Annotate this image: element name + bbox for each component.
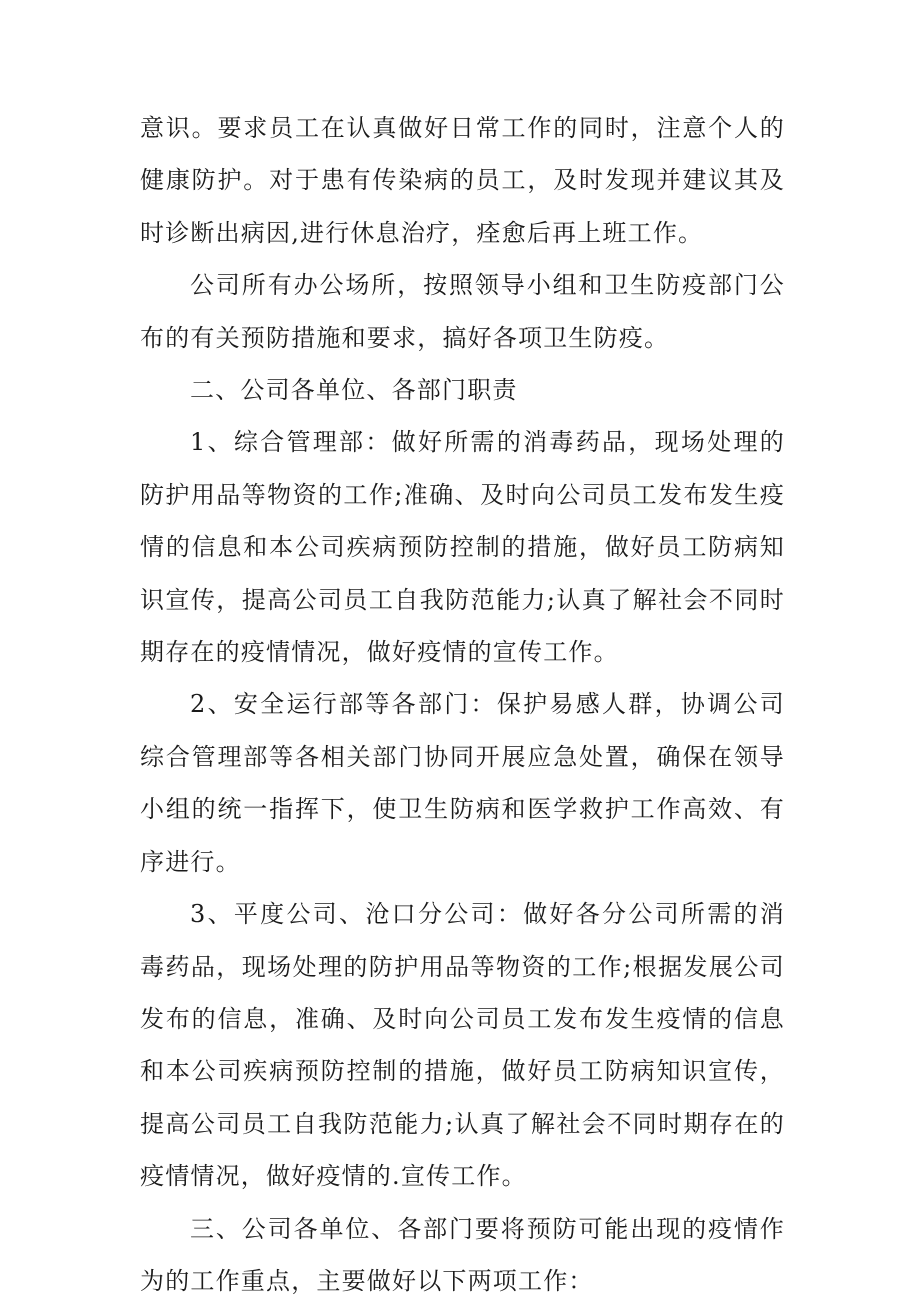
paragraph-office-hygiene: 公司所有办公场所，按照领导小组和卫生防疫部门公布的有关预防措施和要求，搞好各项卫生防疫。 xyxy=(140,271,785,352)
paragraph-item-3: 3、平度公司、沧口分公司：做好各分公司所需的消毒药品，现场处理的防护用品等物资的工作;根据发展公司发布的信息，准确、及时向公司员工发布发生疫情的信息和本公司疾病预防控制的措施，做好员工防病知识宣传，提高公司员工自我防范能力;认真了解社会不同时期存在的疫情情况，做好疫情的.宣传工作。 xyxy=(140,900,785,1191)
section-heading-responsibilities: 二、公司各单位、各部门职责 xyxy=(190,376,518,405)
paragraph-item-2: 2、安全运行部等各部门：保护易感人群，协调公司综合管理部等各相关部门协同开展应急处置，确保在领导小组的统一指挥下，使卫生防病和医学救护工作高效、有序进行。 xyxy=(140,690,785,876)
paragraph-health-awareness: 意识。要求员工在认真做好日常工作的同时，注意个人的健康防护。对于患有传染病的员工，及时发现并建议其及时诊断出病因,进行休息治疗，痊愈后再上班工作。 xyxy=(140,114,785,247)
paragraph-item-1: 1、综合管理部：做好所需的消毒药品，现场处理的防护用品等物资的工作;准确、及时向公司员工发布发生疫情的信息和本公司疾病预防控制的措施，做好员工防病知识宣传，提高公司员工自我防范能力;认真了解社会不同时期存在的疫情情况，做好疫情的宣传工作。 xyxy=(140,428,785,667)
section-heading-key-work: 三、公司各单位、各部门要将预防可能出现的疫情作为的工作重点，主要做好以下两项工作： xyxy=(140,1214,785,1295)
document-body xyxy=(140,102,785,1307)
